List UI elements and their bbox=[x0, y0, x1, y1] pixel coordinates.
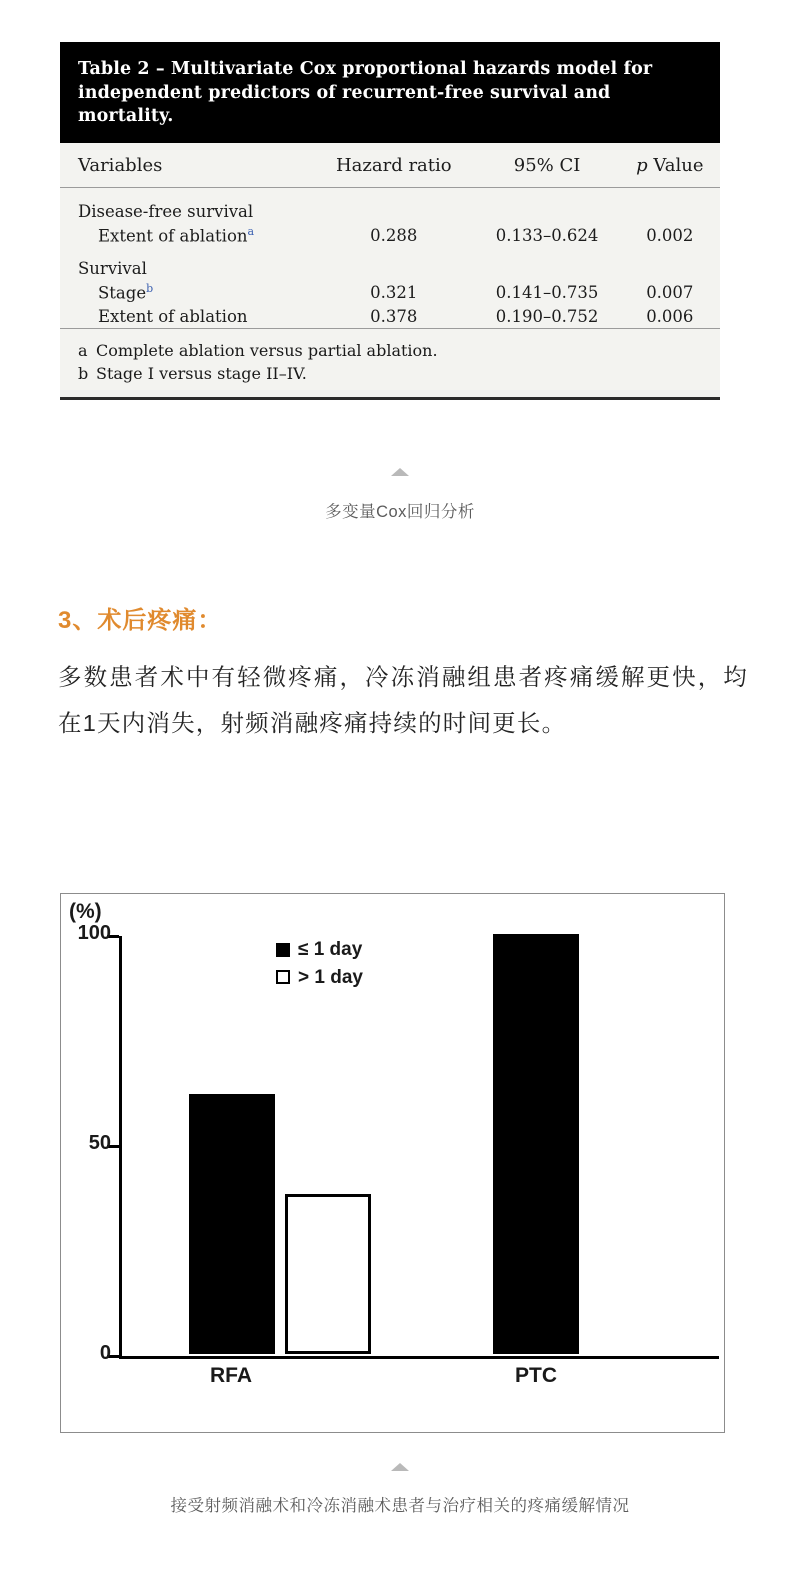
column-header-hazard-ratio: Hazard ratio bbox=[313, 143, 474, 188]
empty-cell bbox=[620, 187, 720, 223]
table-title: Table 2 – Multivariate Cox proportional hazards model for independent predictors of recurrent-free survival and mortality. bbox=[60, 42, 720, 143]
footnote-marker: a bbox=[247, 224, 255, 238]
empty-cell bbox=[475, 247, 620, 280]
table-footnotes bbox=[60, 328, 720, 397]
results-table bbox=[60, 143, 720, 328]
footnote-marker: b bbox=[146, 282, 154, 296]
y-tick-label-0: 0 bbox=[99, 1342, 111, 1364]
legend-item-le-1-day bbox=[276, 936, 363, 964]
row-hazard-ratio: 0.378 bbox=[370, 306, 418, 326]
column-header-pvalue: p Value bbox=[620, 143, 720, 188]
footnote-a-mark: a bbox=[78, 340, 88, 360]
y-tick-label-50: 50 bbox=[88, 1132, 111, 1154]
footnote-b bbox=[78, 362, 702, 385]
chart-legend bbox=[276, 936, 363, 991]
legend-label-gt-1-day: > 1 day bbox=[298, 966, 363, 988]
bar-chart-figure bbox=[60, 893, 725, 1433]
row-ci: 0.141–0.735 bbox=[495, 283, 599, 303]
table-figure bbox=[60, 42, 720, 400]
empty-cell bbox=[620, 247, 720, 280]
bar-rfa-gt-1-day bbox=[285, 1194, 371, 1354]
row-variable bbox=[60, 223, 313, 248]
empty-cell bbox=[475, 187, 620, 223]
section-heading: 3、术后疼痛： bbox=[58, 607, 223, 634]
row-hazard-ratio: 0.321 bbox=[370, 283, 418, 303]
section-paragraph: 多数患者术中有轻微疼痛，冷冻消融组患者疼痛缓解更快，均在1天内消失，射频消融疼痛持续的时间更长。 bbox=[58, 664, 748, 736]
column-header-variables: Variables bbox=[60, 143, 313, 188]
footnote-a-text: Complete ablation versus partial ablation. bbox=[96, 340, 438, 360]
table-group-row bbox=[60, 187, 720, 223]
y-axis-unit-label: (%) bbox=[69, 900, 102, 923]
legend-swatch-filled-icon bbox=[276, 943, 290, 957]
table-header-row bbox=[60, 143, 720, 188]
y-tick-label-100: 100 bbox=[77, 922, 111, 944]
row-variable-label: Extent of ablation bbox=[98, 226, 248, 246]
chart-caption: 接受射频消融术和冷冻消融术患者与治疗相关的疼痛缓解情况 bbox=[170, 1497, 630, 1515]
x-axis-line bbox=[119, 1356, 719, 1359]
row-pvalue: 0.007 bbox=[646, 283, 694, 303]
row-ci: 0.190–0.752 bbox=[495, 306, 599, 326]
y-axis-line bbox=[119, 936, 122, 1356]
table-row bbox=[60, 280, 720, 305]
empty-cell bbox=[313, 247, 474, 280]
row-variable bbox=[60, 280, 313, 305]
table-group-row bbox=[60, 247, 720, 280]
bar-ptc-le-1-day bbox=[493, 934, 579, 1354]
row-hazard-ratio: 0.288 bbox=[370, 225, 418, 245]
legend-swatch-open-icon bbox=[276, 970, 290, 984]
row-ci: 0.133–0.624 bbox=[495, 225, 599, 245]
table-row bbox=[60, 223, 720, 248]
row-pvalue: 0.002 bbox=[646, 225, 694, 245]
row-variable: Extent of ablation bbox=[98, 306, 248, 326]
chart-plot-area bbox=[61, 894, 724, 1432]
group-label: Disease-free survival bbox=[78, 201, 254, 221]
x-tick-label-rfa: RFA bbox=[210, 1364, 252, 1387]
group-label: Survival bbox=[78, 259, 147, 279]
table-row bbox=[60, 305, 720, 328]
x-tick-label-ptc: PTC bbox=[515, 1364, 557, 1387]
row-pvalue: 0.006 bbox=[646, 306, 694, 326]
bar-rfa-le-1-day bbox=[189, 1094, 275, 1354]
column-header-ci: 95% CI bbox=[475, 143, 620, 188]
footnote-b-text: Stage I versus stage II–IV. bbox=[96, 364, 307, 384]
caption-arrow-icon bbox=[391, 468, 409, 476]
footnote-a bbox=[78, 339, 702, 362]
legend-label-le-1-day: ≤ 1 day bbox=[298, 939, 363, 960]
caption-arrow-icon bbox=[391, 1463, 409, 1471]
empty-cell bbox=[313, 187, 474, 223]
footnote-b-mark: b bbox=[78, 364, 89, 384]
row-variable-label: Stage bbox=[98, 283, 147, 303]
legend-item-gt-1-day bbox=[276, 964, 363, 992]
table-caption: 多变量Cox回归分析 bbox=[325, 503, 475, 521]
